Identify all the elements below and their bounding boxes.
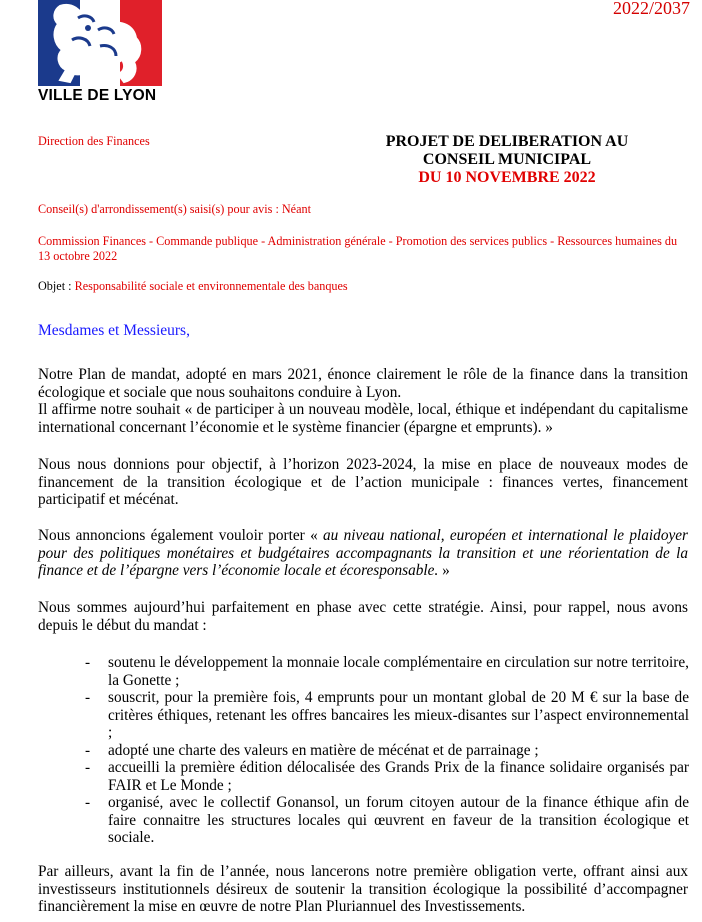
title-line-1: PROJET DE DELIBERATION AU (385, 133, 629, 150)
paragraph-plaidoyer (38, 527, 688, 580)
title-date: 10 NOVEMBRE 2022 (445, 169, 596, 186)
list-item-text: organisé, avec le collectif Gonansol, un forum citoyen autour de la finance éthique afin de faire connaitre les structures locales qui œuvrent en faveur de la transition écologique et sociale. (108, 794, 689, 846)
plaidoyer-quote: au niveau national, européen et international le plaidoyer pour des politiques monétaires et budgétaires accompagnants la transition et une réorientation de la finance et de l’épargne vers l’économie locale et écoresponsable. (38, 527, 688, 579)
paragraph-plan-mandat (38, 366, 688, 436)
paragraph-plan-mandat-b: Il affirme notre souhait « de participer à un nouveau modèle, local, éthique et indépendant du capitalisme international concernant l’économie et le système financier (épargne et emprunts). » (38, 401, 688, 436)
conseils-arrondissement: Conseil(s) d'arrondissement(s) saisi(s) pour avis : Néant (38, 202, 311, 216)
list-dash: - (85, 759, 91, 776)
salutation: Mesdames et Messieurs, (38, 322, 190, 339)
list-item (85, 689, 689, 742)
list-item (85, 759, 689, 794)
objet-line (38, 279, 348, 294)
plaidoyer-lead: Nous annoncions également vouloir porter « (38, 527, 324, 544)
logo-text: VILLE DE LYON (38, 87, 157, 104)
title-line-3 (320, 169, 694, 187)
paragraph-objectif: Nous nous donnions pour objectif, à l’horizon 2023-2024, la mise en place de nouveaux modes de financement de la transition écologique et de l’action municipale : finances vertes, financement participatif et mécénat. (38, 456, 688, 508)
list-dash: - (85, 689, 91, 706)
list-dash: - (85, 654, 91, 671)
objet-value: Responsabilité sociale et environnementale des banques (74, 279, 348, 293)
title-line-2: CONSEIL MUNICIPAL (422, 151, 592, 168)
list-item-text: accueilli la première édition délocalisée des Grands Prix de la finance solidaire organisés par FAIR et Le Monde ; (108, 759, 689, 794)
list-dash: - (85, 794, 91, 811)
plaidoyer-end: » (438, 562, 450, 579)
paragraph-strategie: Nous sommes aujourd’hui parfaitement en phase avec cette stratégie. Ainsi, pour rappel, nous avons depuis le début du mandat : (38, 599, 688, 634)
title-prefix: DU (418, 169, 442, 186)
list-item (85, 742, 689, 760)
list-item (85, 794, 689, 847)
objet-label: Objet : (38, 279, 72, 293)
direction-label: Direction des Finances (38, 134, 150, 148)
document-title (320, 133, 694, 187)
commission-info: Commission Finances - Commande publique - Administration générale - Promotion des services publics - Ressources humaines du 13 octobre 2022 (38, 234, 678, 263)
list-dash: - (85, 741, 91, 759)
list-item-text: adopté une charte des valeurs en matière de mécénat et de parrainage ; (108, 741, 539, 759)
paragraph-obligation-verte: Par ailleurs, avant la fin de l’année, nous lancerons notre première obligation verte, offrant ainsi aux investisseurs institutionnels désireux de soutenir la transition écologique la possibilité d’accompagner financièrement la mise en œuvre de notre Plan Pluriannuel des Investissements. (38, 863, 688, 915)
list-item-text: soutenu le développement la monnaie locale complémentaire en circulation sur notre territoire, la Gonette ; (108, 654, 689, 689)
deliberation-reference: 2022/2037 (612, 0, 690, 18)
paragraph-plan-mandat-a: Notre Plan de mandat, adopté en mars 2021, énonce clairement le rôle de la finance dans la transition écologique et sociale que nous souhaitons conduire à Lyon. (38, 366, 688, 401)
list-item-text: souscrit, pour la première fois, 4 emprunts pour un montant global de 20 M € sur la base de critères éthiques, retenant les offres bancaires les mieux-disantes sur l’aspect environnemental ; (108, 689, 689, 741)
list-item (85, 654, 689, 689)
actions-list (85, 654, 689, 847)
